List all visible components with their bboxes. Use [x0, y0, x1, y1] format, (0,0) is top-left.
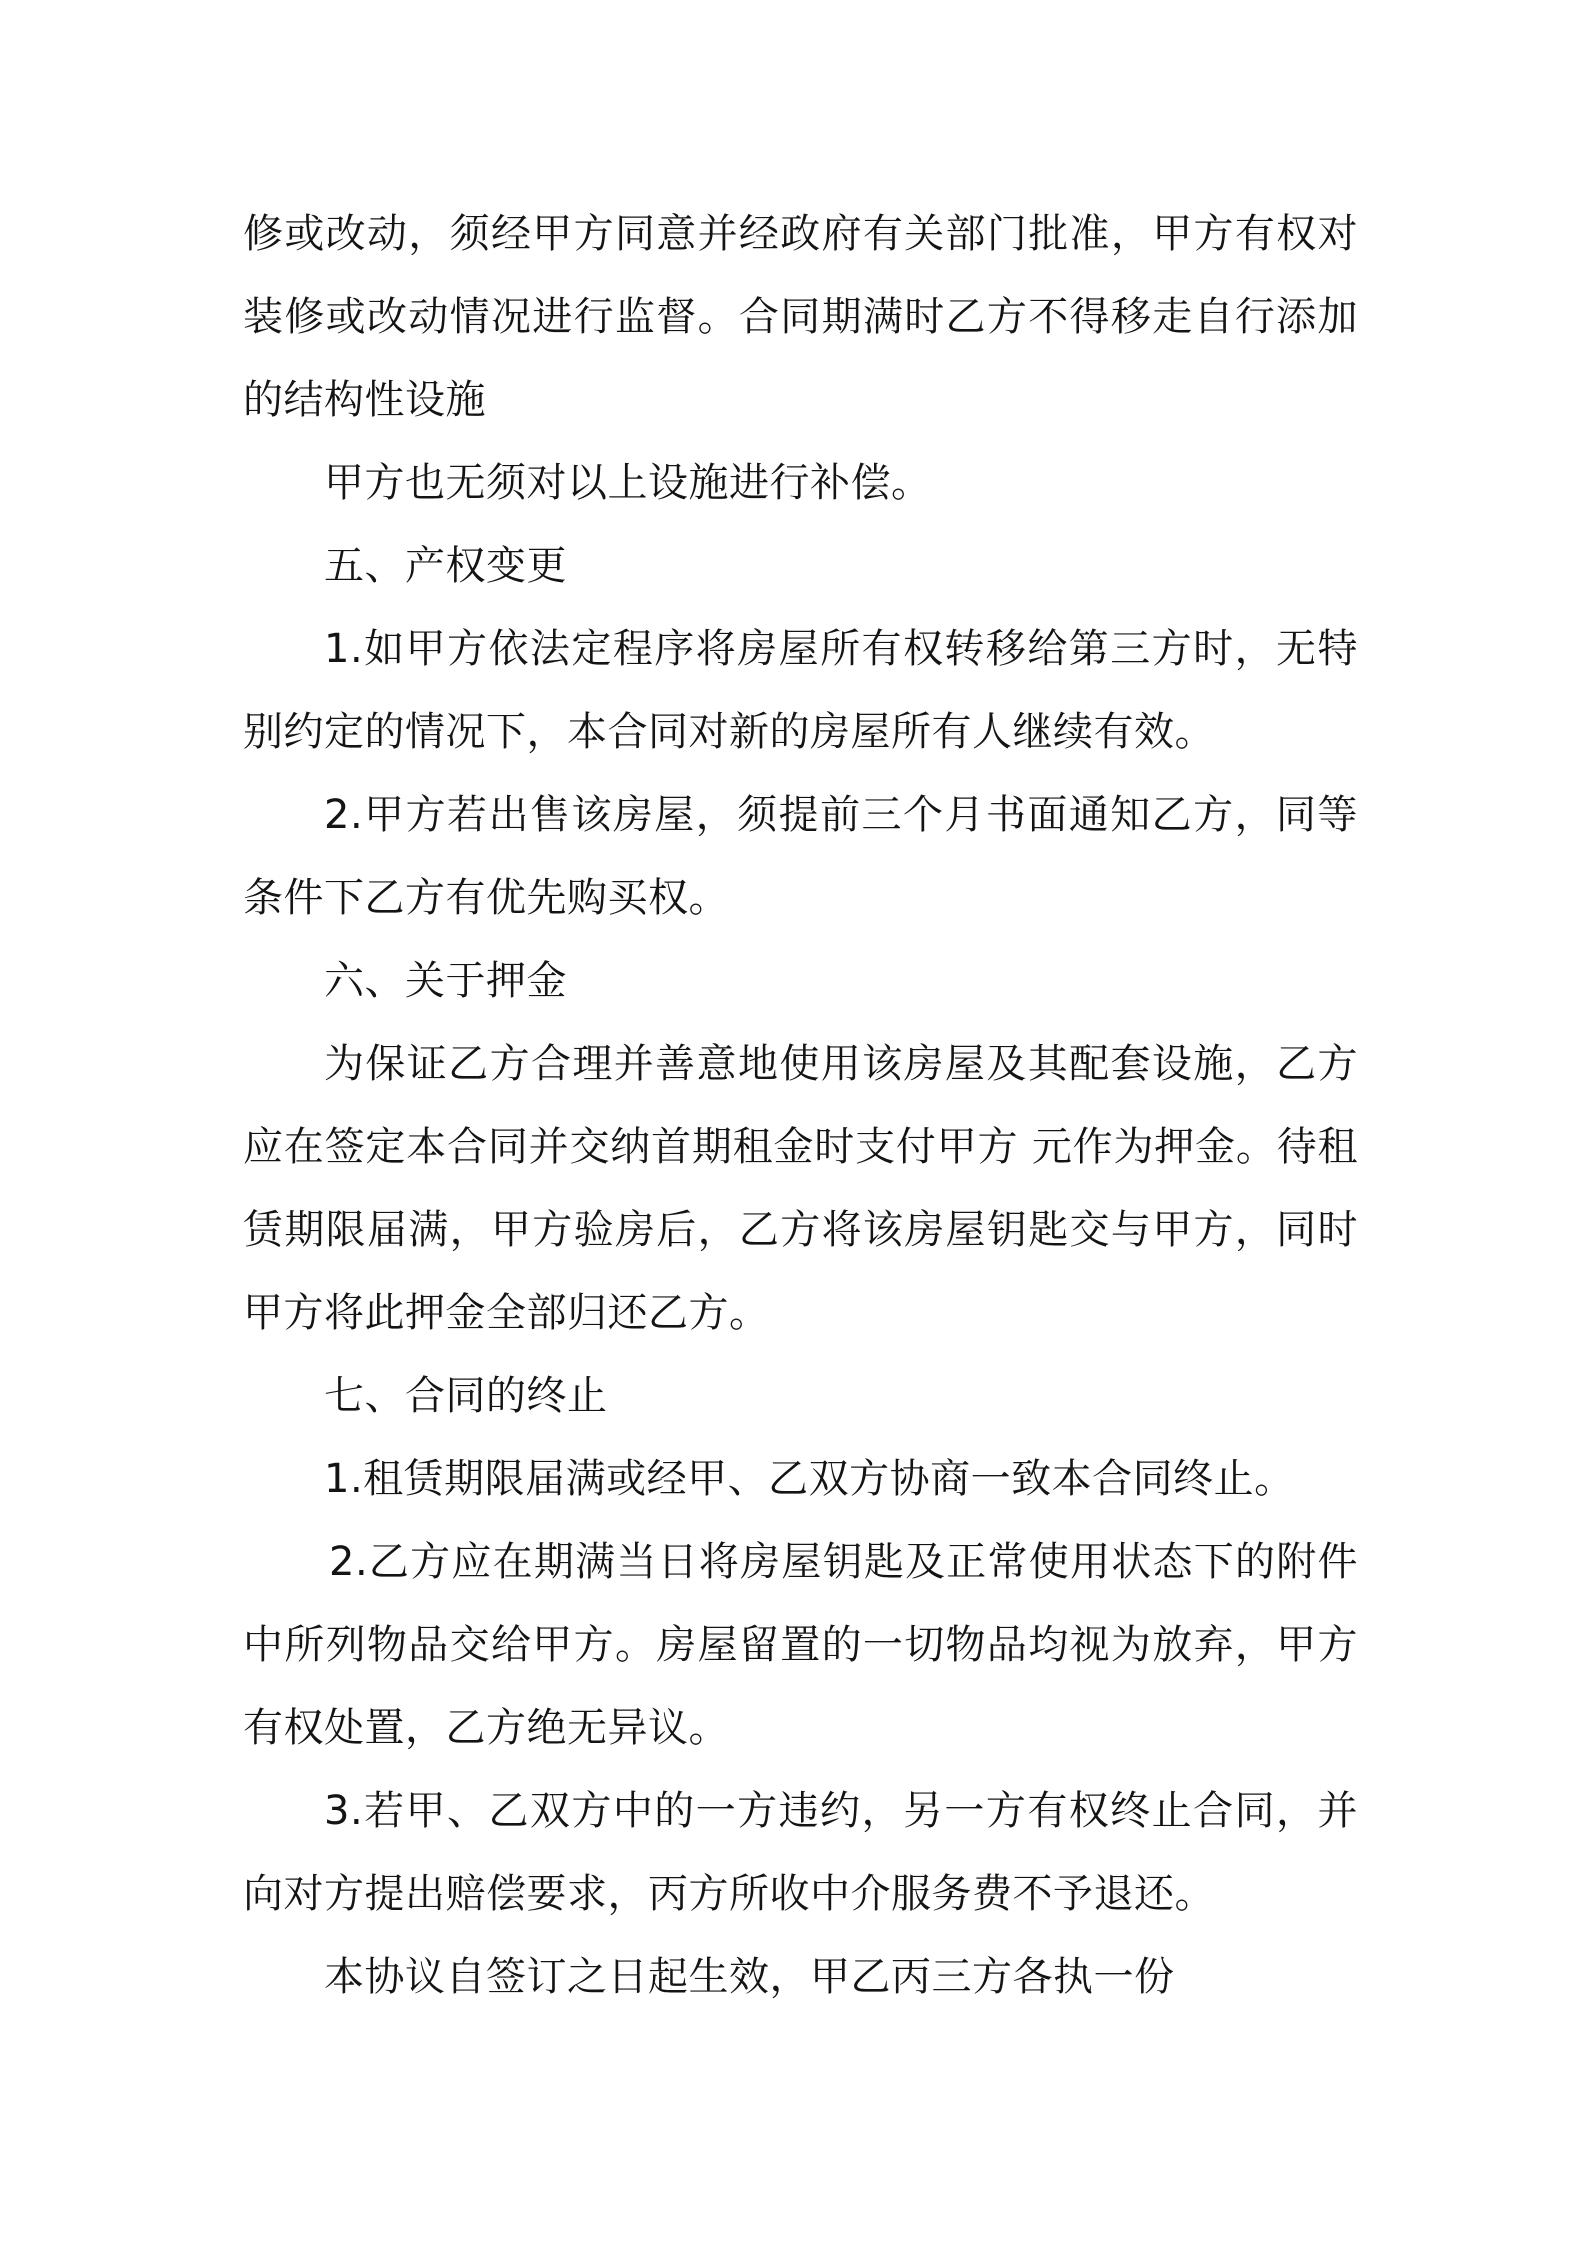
- paragraph-5-2: 2.甲方若出售该房屋，须提前三个月书面通知乙方，同等条件下乙方有优先购买权。: [243, 792, 1358, 921]
- document-body: [243, 193, 1358, 2019]
- section-heading-5: 五、产权变更: [324, 543, 567, 589]
- paragraph-7-1: 1.租赁期限届满或经甲、乙双方协商一致本合同终止。: [324, 1456, 1295, 1502]
- paragraph-6-1: 为保证乙方合理并善意地使用该房屋及其配套设施，乙方应在签定本合同并交纳首期租金时支付甲方 元作为押金。待租赁期限届满，甲方验房后，乙方将该房屋钥匙交与甲方，同时甲方将此押金全部归还乙方。: [243, 1041, 1358, 1336]
- paragraph-effective: 本协议自签订之日起生效，甲乙丙三方各执一份: [324, 1954, 1175, 2000]
- paragraph-renovation: 修或改动，须经甲方同意并经政府有关部门批准，甲方有权对装修或改动情况进行监督。合同期满时乙方不得移走自行添加的结构性设施: [243, 211, 1358, 423]
- paragraph-no-compensation: 甲方也无须对以上设施进行补偿。: [324, 460, 932, 506]
- paragraph-7-2: 2.乙方应在期满当日将房屋钥匙及正常使用状态下的附件中所列物品交给甲方。房屋留置的一切物品均视为放弃，甲方有权处置，乙方绝无异议。: [243, 1539, 1358, 1751]
- paragraph-5-1: 1.如甲方依法定程序将房屋所有权转移给第三方时，无特别约定的情况下，本合同对新的房屋所有人继续有效。: [243, 626, 1358, 755]
- section-heading-7: 七、合同的终止: [324, 1373, 608, 1419]
- section-heading-6: 六、关于押金: [324, 958, 567, 1004]
- paragraph-7-3: 3.若甲、乙双方中的一方违约，另一方有权终止合同，并向对方提出赔偿要求，丙方所收中介服务费不予退还。: [243, 1788, 1358, 1917]
